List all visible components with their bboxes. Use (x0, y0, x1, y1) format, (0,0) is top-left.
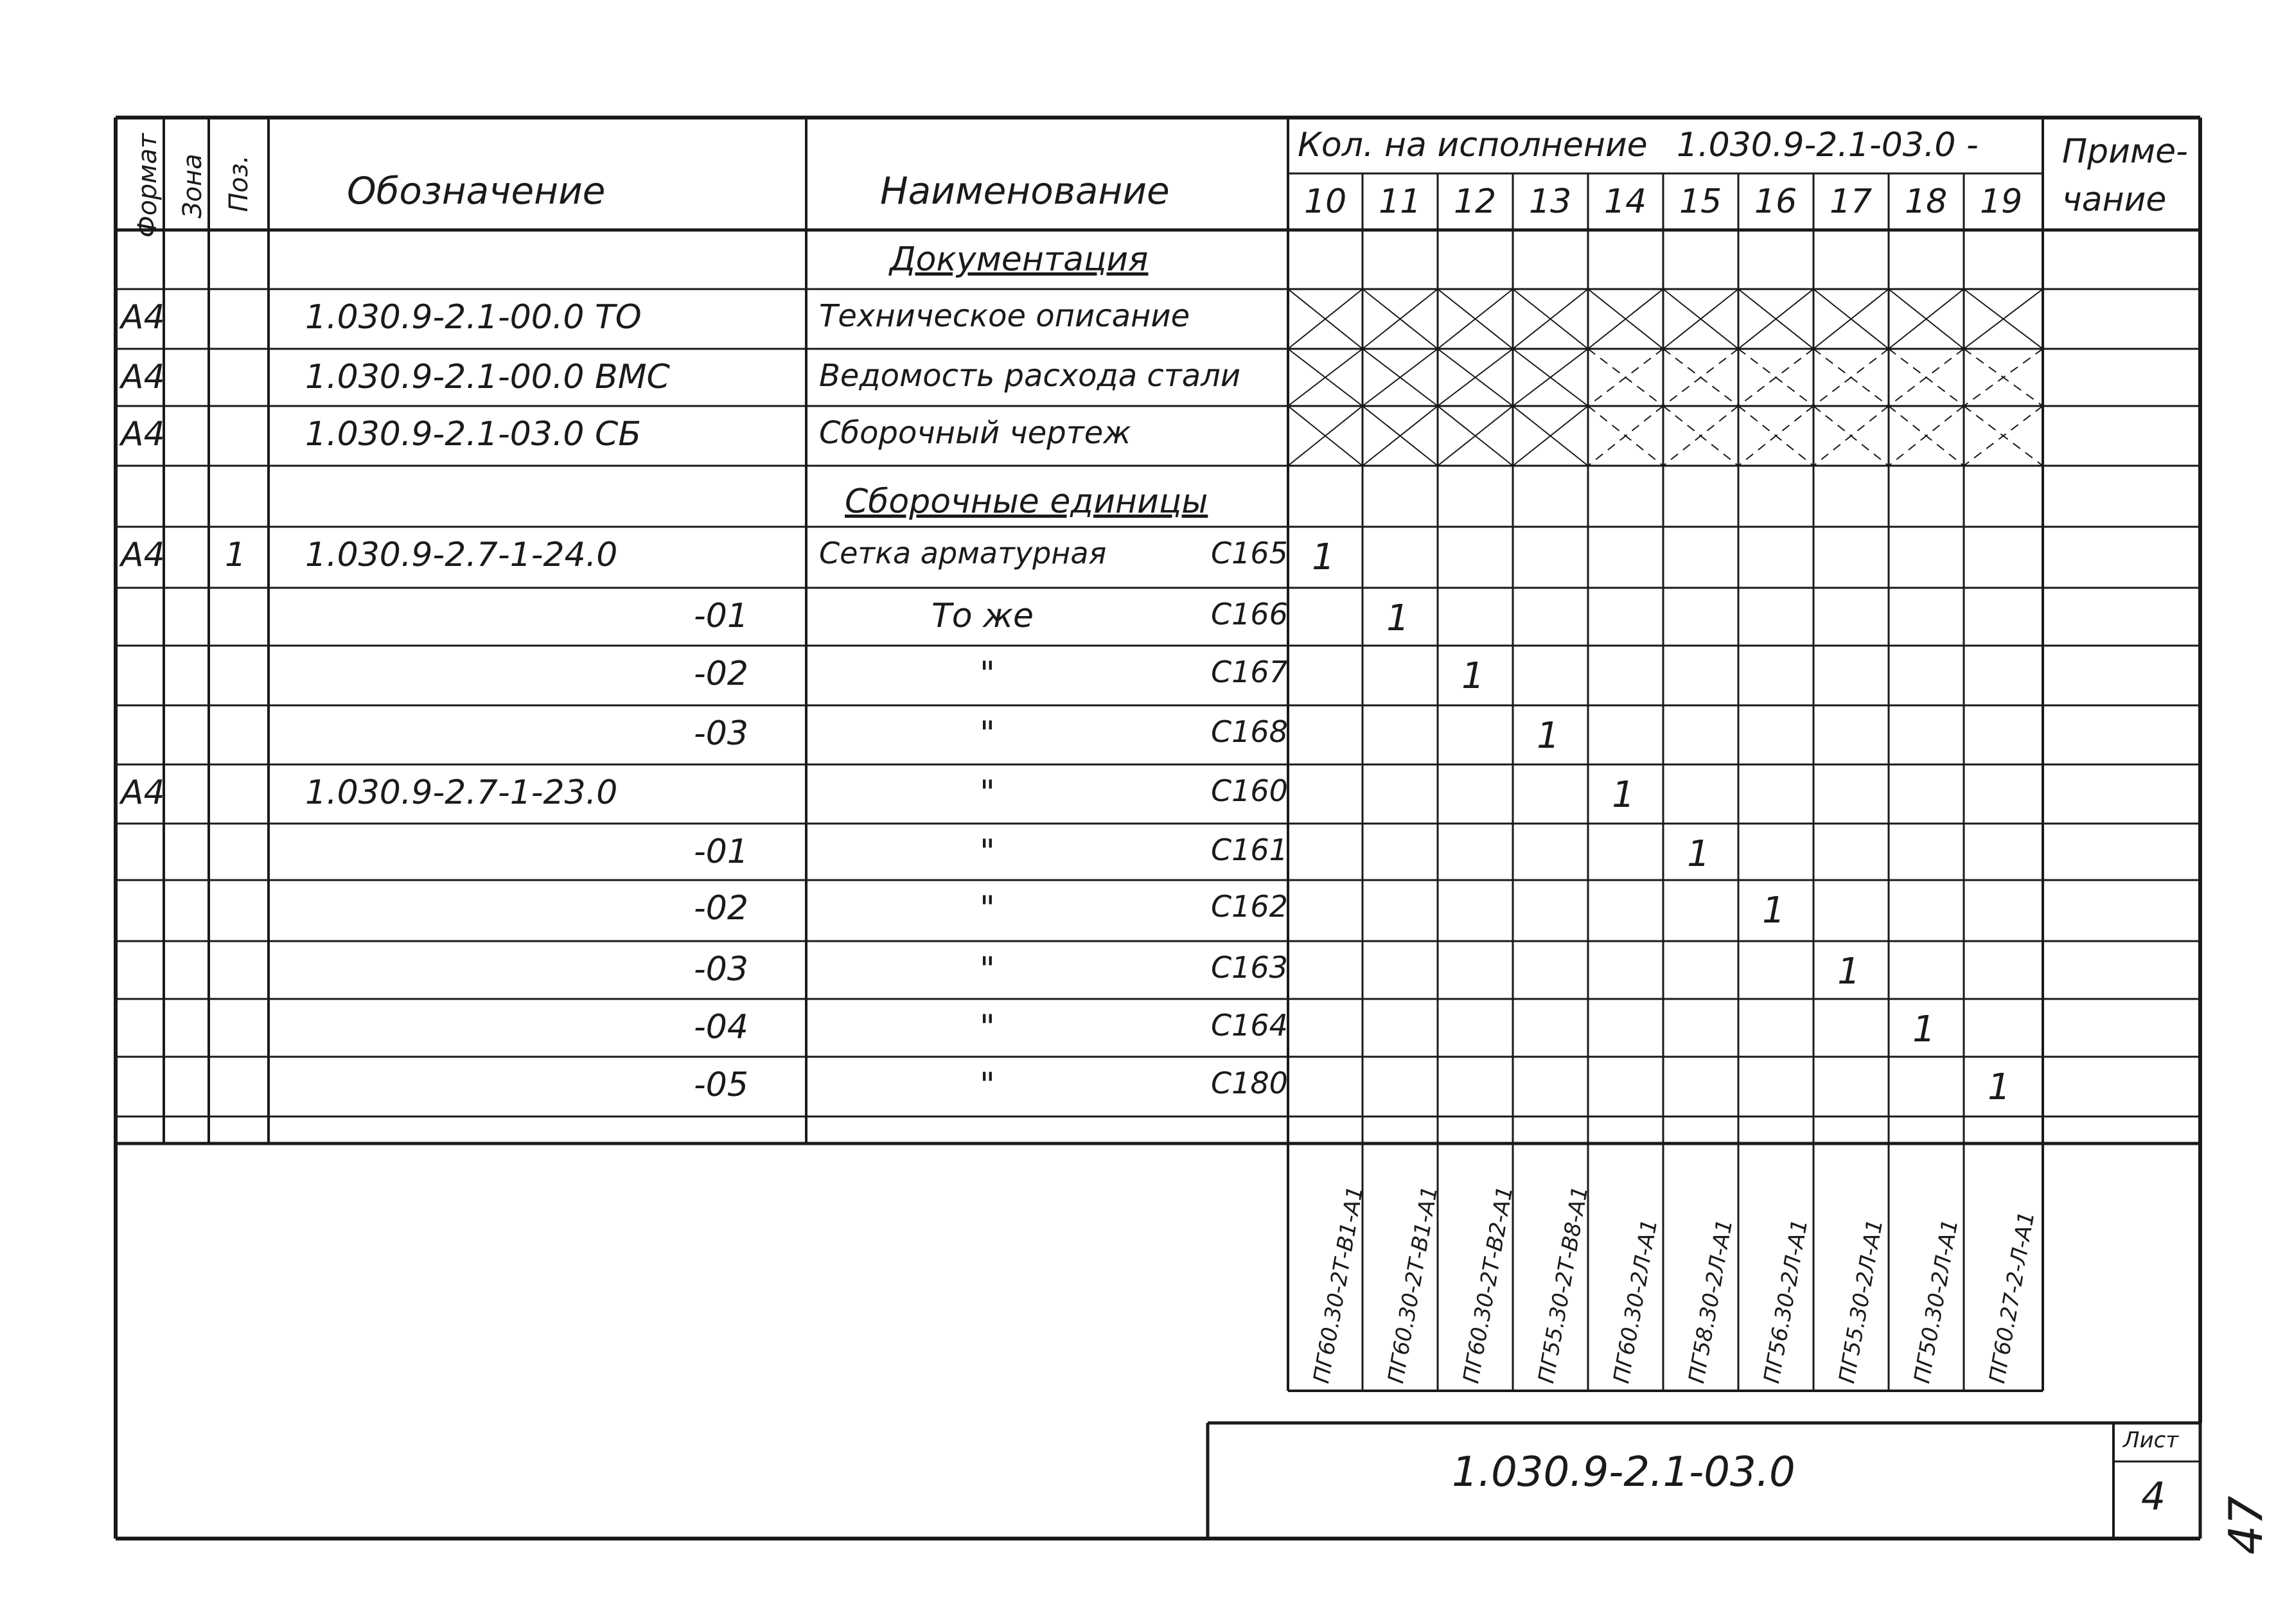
item-row-name: " (980, 773, 995, 812)
quantity-column-17: 17 (1830, 182, 1873, 221)
product-name-13: ПГ55.30-2Т-В8-А1 (1533, 1184, 1594, 1386)
quantity-mark: 1 (1837, 951, 1860, 993)
doc-row-format: А4 (121, 358, 165, 396)
product-name-10: ПГ60.30-2Т-В1-А1 (1309, 1184, 1369, 1386)
quantity-column-18: 18 (1905, 182, 1948, 221)
product-name-16: ПГ56.30-2Л-А1 (1759, 1217, 1813, 1386)
quantity-mark: 1 (1312, 536, 1335, 578)
item-row-format: А4 (121, 536, 165, 574)
header-pos: Поз. (224, 155, 254, 212)
doc-row-format: А4 (121, 415, 165, 454)
product-name-19: ПГ60.27-2-Л-А1 (1984, 1209, 2040, 1386)
item-row-designation: -03 (694, 714, 748, 753)
quantity-column-15: 15 (1679, 182, 1722, 221)
product-name-12: ПГ60.30-2Т-В2-А1 (1458, 1184, 1519, 1386)
header-note-1: Приме- (2062, 132, 2188, 171)
item-row-code: С162 (1211, 889, 1288, 924)
item-row-name: " (980, 889, 995, 928)
item-row-code: С163 (1211, 950, 1288, 985)
item-row-name: " (980, 1008, 995, 1046)
item-row-name: " (980, 714, 995, 753)
doc-row-format: А4 (121, 298, 165, 337)
header-designation: Обозначение (347, 169, 606, 213)
item-row-designation: -02 (694, 655, 748, 693)
item-row-code: С168 (1211, 714, 1288, 749)
doc-row-name: Ведомость расхода стали (819, 358, 1241, 394)
quantity-column-13: 13 (1529, 182, 1572, 221)
item-row-code: С166 (1211, 597, 1288, 631)
stamp-sheet-label: Лист (2123, 1427, 2179, 1453)
item-row-designation: -04 (694, 1008, 748, 1046)
quantity-column-14: 14 (1604, 182, 1647, 221)
header-format: Формат (133, 133, 163, 238)
item-row-designation: -03 (694, 950, 748, 989)
quantity-column-12: 12 (1454, 182, 1497, 221)
product-name-14: ПГ60.30-2Л-А1 (1609, 1217, 1663, 1386)
item-row-pos: 1 (225, 536, 247, 574)
quantity-column-10: 10 (1304, 182, 1347, 221)
quantity-mark: 1 (1461, 655, 1485, 697)
header-name: Наименование (880, 169, 1170, 213)
item-row-name: То же (931, 597, 1034, 635)
item-row-format: А4 (121, 773, 165, 812)
quantity-mark: 1 (1687, 833, 1710, 875)
quantity-mark: 1 (1537, 715, 1560, 757)
doc-row-name: Сборочный чертеж (819, 415, 1131, 451)
quantity-mark: 1 (1762, 890, 1785, 931)
item-row-code: С180 (1211, 1066, 1288, 1100)
quantity-mark: 1 (1912, 1009, 1936, 1050)
product-name-15: ПГ58.30-2Л-А1 (1684, 1217, 1738, 1386)
quantity-mark: 1 (1386, 597, 1409, 639)
header-zone: Зона (178, 154, 207, 218)
header-variant: 1.030.9-2.1-03.0 - (1677, 126, 1979, 164)
product-name-11: ПГ60.30-2Т-В1-А1 (1383, 1184, 1443, 1386)
item-row-name: " (980, 950, 995, 989)
quantity-mark: 1 (1988, 1066, 2011, 1108)
item-row-name: Сетка арматурная (819, 536, 1107, 570)
page-mark: 47 (2219, 1496, 2273, 1555)
quantity-column-19: 19 (1980, 182, 2023, 221)
item-row-designation: -05 (694, 1066, 748, 1104)
item-row-code: С167 (1211, 655, 1288, 689)
item-row-designation: -01 (694, 597, 748, 635)
doc-row-name: Техническое описание (819, 298, 1190, 334)
item-row-code: С161 (1211, 833, 1288, 867)
doc-row-designation: 1.030.9-2.1-00.0 ВМС (305, 358, 670, 396)
quantity-mark: 1 (1612, 774, 1635, 816)
stamp-code: 1.030.9-2.1-03.0 (1452, 1449, 1795, 1496)
item-row-code: С165 (1211, 536, 1288, 570)
item-row-designation: 1.030.9-2.7-1-23.0 (305, 773, 618, 812)
section-assemblies: Сборочные единицы (845, 482, 1208, 521)
section-documents: Документация (890, 240, 1149, 279)
item-row-name: " (980, 833, 995, 871)
item-row-designation: 1.030.9-2.7-1-24.0 (305, 536, 618, 574)
item-row-code: С164 (1211, 1008, 1288, 1043)
product-name-18: ПГ50.30-2Л-А1 (1909, 1217, 1964, 1386)
quantity-column-16: 16 (1754, 182, 1797, 221)
item-row-name: " (980, 1066, 995, 1104)
stamp-sheet-number: 4 (2141, 1474, 2166, 1519)
product-name-17: ПГ55.30-2Л-А1 (1834, 1217, 1889, 1386)
item-row-code: С160 (1211, 773, 1288, 808)
item-row-designation: -02 (694, 889, 748, 928)
item-row-name: " (980, 655, 995, 693)
quantity-column-11: 11 (1379, 182, 1422, 221)
header-note-2: чание (2062, 181, 2167, 219)
doc-row-designation: 1.030.9-2.1-00.0 ТО (305, 298, 642, 337)
item-row-designation: -01 (694, 833, 748, 871)
header-qty: Кол. на исполнение (1298, 126, 1648, 164)
doc-row-designation: 1.030.9-2.1-03.0 СБ (305, 415, 641, 454)
